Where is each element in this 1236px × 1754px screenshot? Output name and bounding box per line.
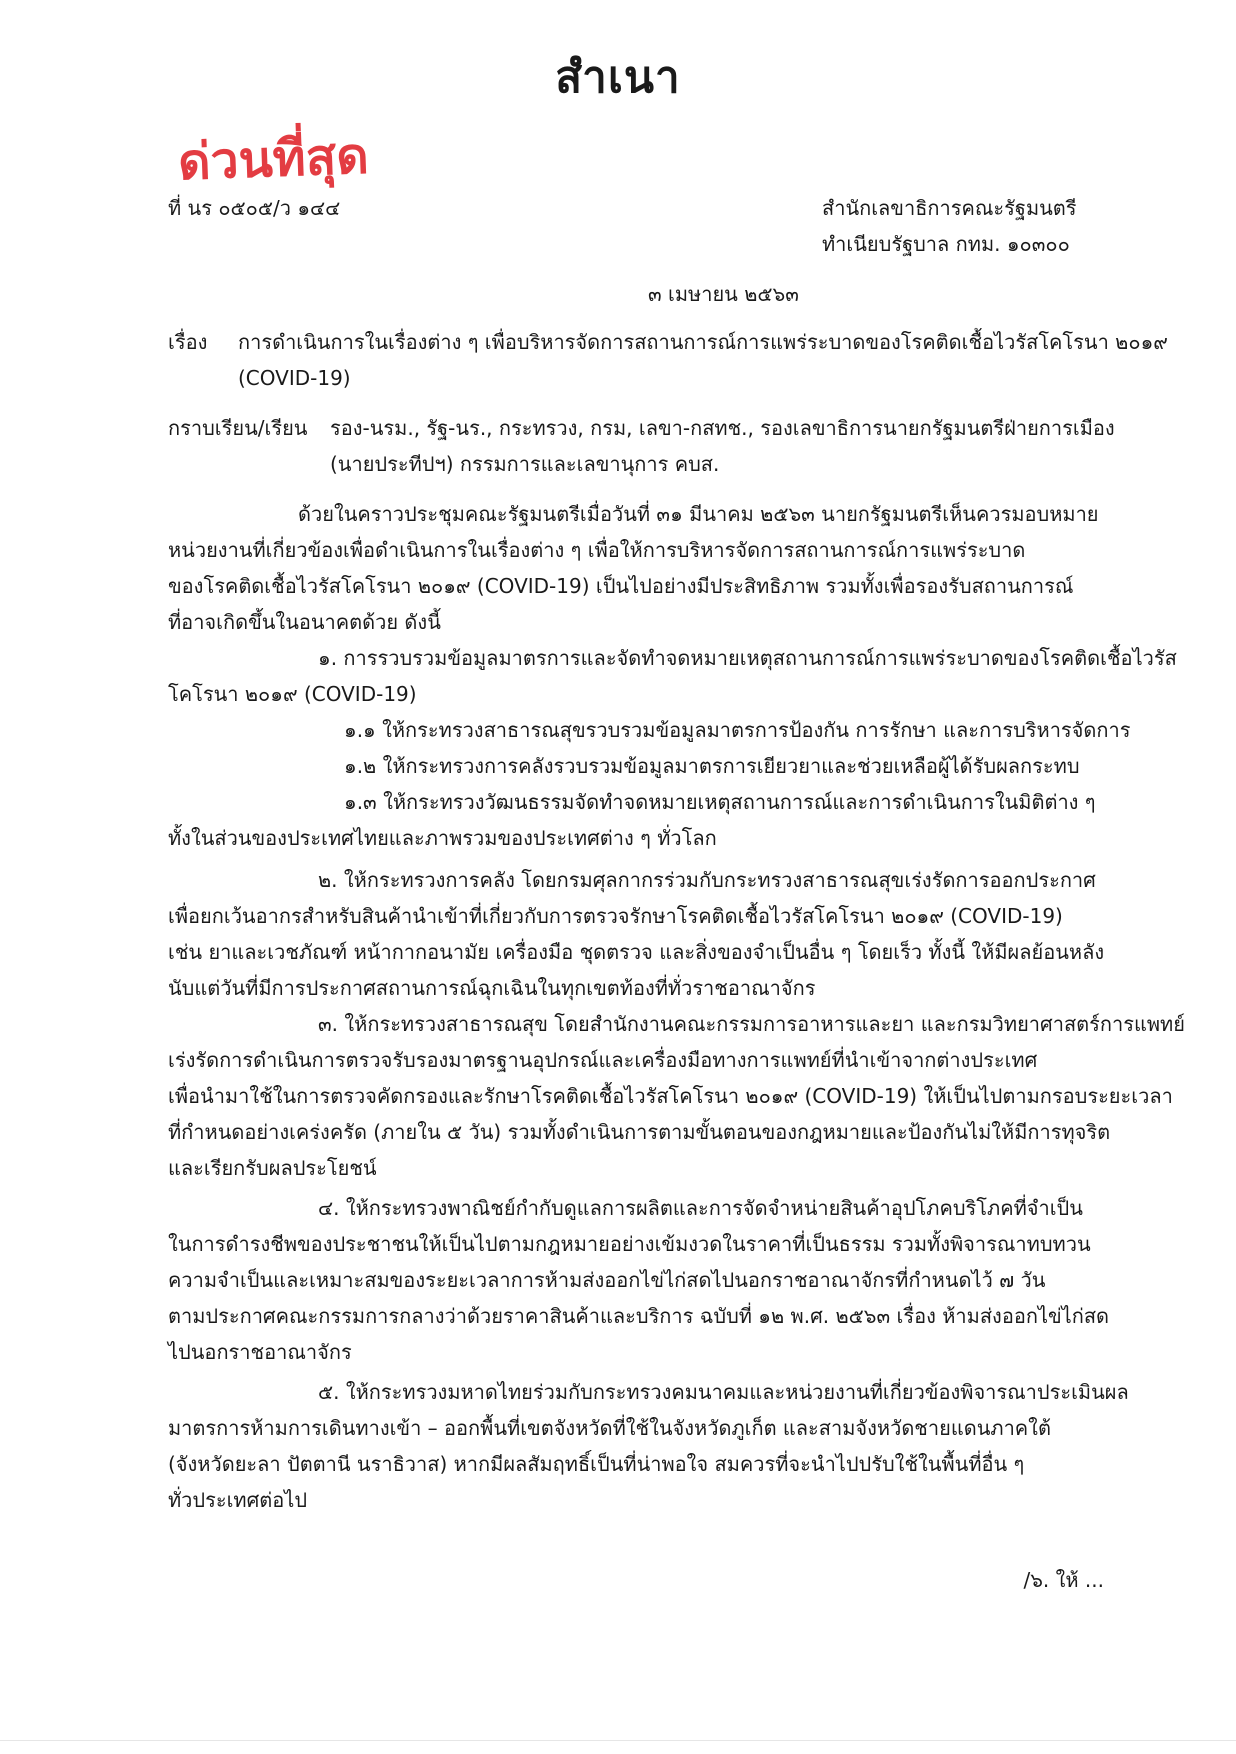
body-line: ไปนอกราชอาณาจักร: [168, 1340, 352, 1364]
continuation-marker: /๖. ให้ ...: [1023, 1568, 1104, 1592]
body-line: ด้วยในคราวประชุมคณะรัฐมนตรีเมื่อวันที่ ๓๑ มีนาคม ๒๕๖๓ นายกรัฐมนตรีเห็นควรมอบหมาย: [298, 502, 1099, 526]
body-line: เช่น ยาและเวชภัณฑ์ หน้ากากอนามัย เครื่องมือ ชุดตรวจ และสิ่งของจำเป็นอื่น ๆ โดยเร็ว ทั้งนี้ ให้มีผลย้อนหลัง: [168, 940, 1105, 964]
urgent-stamp: ด่วนที่สุด: [177, 126, 370, 192]
body-line: ที่กำหนดอย่างเคร่งครัด (ภายใน ๕ วัน) รวมทั้งดำเนินการตามขั้นตอนของกฎหมายและป้องกันไม่ให้มีการทุจริต: [168, 1120, 1111, 1144]
body-line: หน่วยงานที่เกี่ยวข้องเพื่อดำเนินการในเรื่องต่าง ๆ เพื่อให้การบริหารจัดการสถานการณ์การแพร่ระบาด: [168, 538, 1026, 562]
subject-line: การดำเนินการในเรื่องต่าง ๆ เพื่อบริหารจัดการสถานการณ์การแพร่ระบาดของโรคติดเชื้อไวรัสโคโรนา ๒๐๑๙: [238, 330, 1168, 354]
body-line: ในการดำรงชีพของประชาชนให้เป็นไปตามกฎหมายอย่างเข้มงวดในราคาที่เป็นธรรม รวมทั้งพิจารณาทบทวน: [168, 1232, 1091, 1256]
recipients-line: (นายประทีปฯ) กรรมการและเลขานุการ คบส.: [330, 452, 720, 476]
document-number: ที่ นร ๐๕๐๕/ว ๑๔๔: [168, 196, 341, 220]
body-line: ๓. ให้กระทรวงสาธารณสุข โดยสำนักงานคณะกรรมการอาหารและยา และกรมวิทยาศาสตร์การแพทย์: [318, 1012, 1185, 1036]
subject-line: (COVID-19): [238, 366, 351, 390]
page-edge-divider: [0, 1740, 1236, 1741]
agency-address: ทำเนียบรัฐบาล กทม. ๑๐๓๐๐: [822, 232, 1070, 256]
body-line: ทั่วประเทศต่อไป: [168, 1488, 308, 1512]
body-line: ๔. ให้กระทรวงพาณิชย์กำกับดูแลการผลิตและการจัดจำหน่ายสินค้าอุปโภคบริโภคที่จำเป็น: [318, 1196, 1083, 1220]
body-line: ๑.๑ ให้กระทรวงสาธารณสุขรวบรวมข้อมูลมาตรการป้องกัน การรักษา และการบริหารจัดการ: [344, 718, 1131, 742]
body-line: ๒. ให้กระทรวงการคลัง โดยกรมศุลกากรร่วมกับกระทรวงสาธารณสุขเร่งรัดการออกประกาศ: [318, 868, 1096, 892]
body-line: ๕. ให้กระทรวงมหาดไทยร่วมกับกระทรวงคมนาคมและหน่วยงานที่เกี่ยวข้องพิจารณาประเมินผล: [318, 1380, 1129, 1404]
subject-label: เรื่อง: [168, 330, 208, 354]
body-line: ๑.๒ ให้กระทรวงการคลังรวบรวมข้อมูลมาตรการเยียวยาและช่วยเหลือผู้ได้รับผลกระทบ: [344, 754, 1080, 778]
document-date: ๓ เมษายน ๒๕๖๓: [648, 282, 799, 306]
body-line: ที่อาจเกิดขึ้นในอนาคตด้วย ดังนี้: [168, 610, 441, 634]
body-line: และเรียกรับผลประโยชน์: [168, 1156, 377, 1180]
body-line: (จังหวัดยะลา ปัตตานี นราธิวาส) หากมีผลสัมฤทธิ์เป็นที่น่าพอใจ สมควรที่จะนำไปปรับใช้ในพื้นที่อื่น ๆ: [168, 1452, 1025, 1476]
recipients-label: กราบเรียน/เรียน: [168, 416, 308, 440]
body-line: ทั้งในส่วนของประเทศไทยและภาพรวมของประเทศต่าง ๆ ทั่วโลก: [168, 826, 717, 850]
copy-mark: สำเนา: [555, 52, 681, 103]
body-line: ตามประกาศคณะกรรมการกลางว่าด้วยราคาสินค้าและบริการ ฉบับที่ ๑๒ พ.ศ. ๒๕๖๓ เรื่อง ห้ามส่งออกไข่ไก่สด: [168, 1304, 1110, 1328]
body-line: เพื่อยกเว้นอากรสำหรับสินค้านำเข้าที่เกี่ยวกับการตรวจรักษาโรคติดเชื้อไวรัสโคโรนา ๒๐๑๙ (COVID-19): [168, 904, 1063, 928]
body-line: เร่งรัดการดำเนินการตรวจรับรองมาตรฐานอุปกรณ์และเครื่องมือทางการแพทย์ที่นำเข้าจากต่างประเทศ: [168, 1048, 1038, 1072]
body-line: ความจำเป็นและเหมาะสมของระยะเวลาการห้ามส่งออกไข่ไก่สดไปนอกราชอาณาจักรที่กำหนดไว้ ๗ วัน: [168, 1268, 1046, 1292]
body-line: ของโรคติดเชื้อไวรัสโคโรนา ๒๐๑๙ (COVID-19) เป็นไปอย่างมีประสิทธิภาพ รวมทั้งเพื่อรองรับสถานการณ์: [168, 574, 1074, 598]
body-line: นับแต่วันที่มีการประกาศสถานการณ์ฉุกเฉินในทุกเขตท้องที่ทั่วราชอาณาจักร: [168, 976, 816, 1000]
body-line: มาตรการห้ามการเดินทางเข้า – ออกพื้นที่เขตจังหวัดที่ใช้ในจังหวัดภูเก็ต และสามจังหวัดชายแดนภาคใต้: [168, 1416, 1051, 1440]
body-line: ๑. การรวบรวมข้อมูลมาตรการและจัดทำจดหมายเหตุสถานการณ์การแพร่ระบาดของโรคติดเชื้อไวรัส: [318, 646, 1177, 670]
agency-name: สำนักเลขาธิการคณะรัฐมนตรี: [822, 196, 1077, 220]
body-line: ๑.๓ ให้กระทรวงวัฒนธรรมจัดทำจดหมายเหตุสถานการณ์และการดำเนินการในมิติต่าง ๆ: [344, 790, 1096, 814]
body-line: เพื่อนำมาใช้ในการตรวจคัดกรองและรักษาโรคติดเชื้อไวรัสโคโรนา ๒๐๑๙ (COVID-19) ให้เป็นไปตามกรอบระยะเวลา: [168, 1084, 1173, 1108]
body-line: โคโรนา ๒๐๑๙ (COVID-19): [168, 682, 417, 706]
recipients-line: รอง-นรม., รัฐ-นร., กระทรวง, กรม, เลขา-กสทช., รองเลขาธิการนายกรัฐมนตรีฝ่ายการเมือง: [330, 416, 1115, 440]
